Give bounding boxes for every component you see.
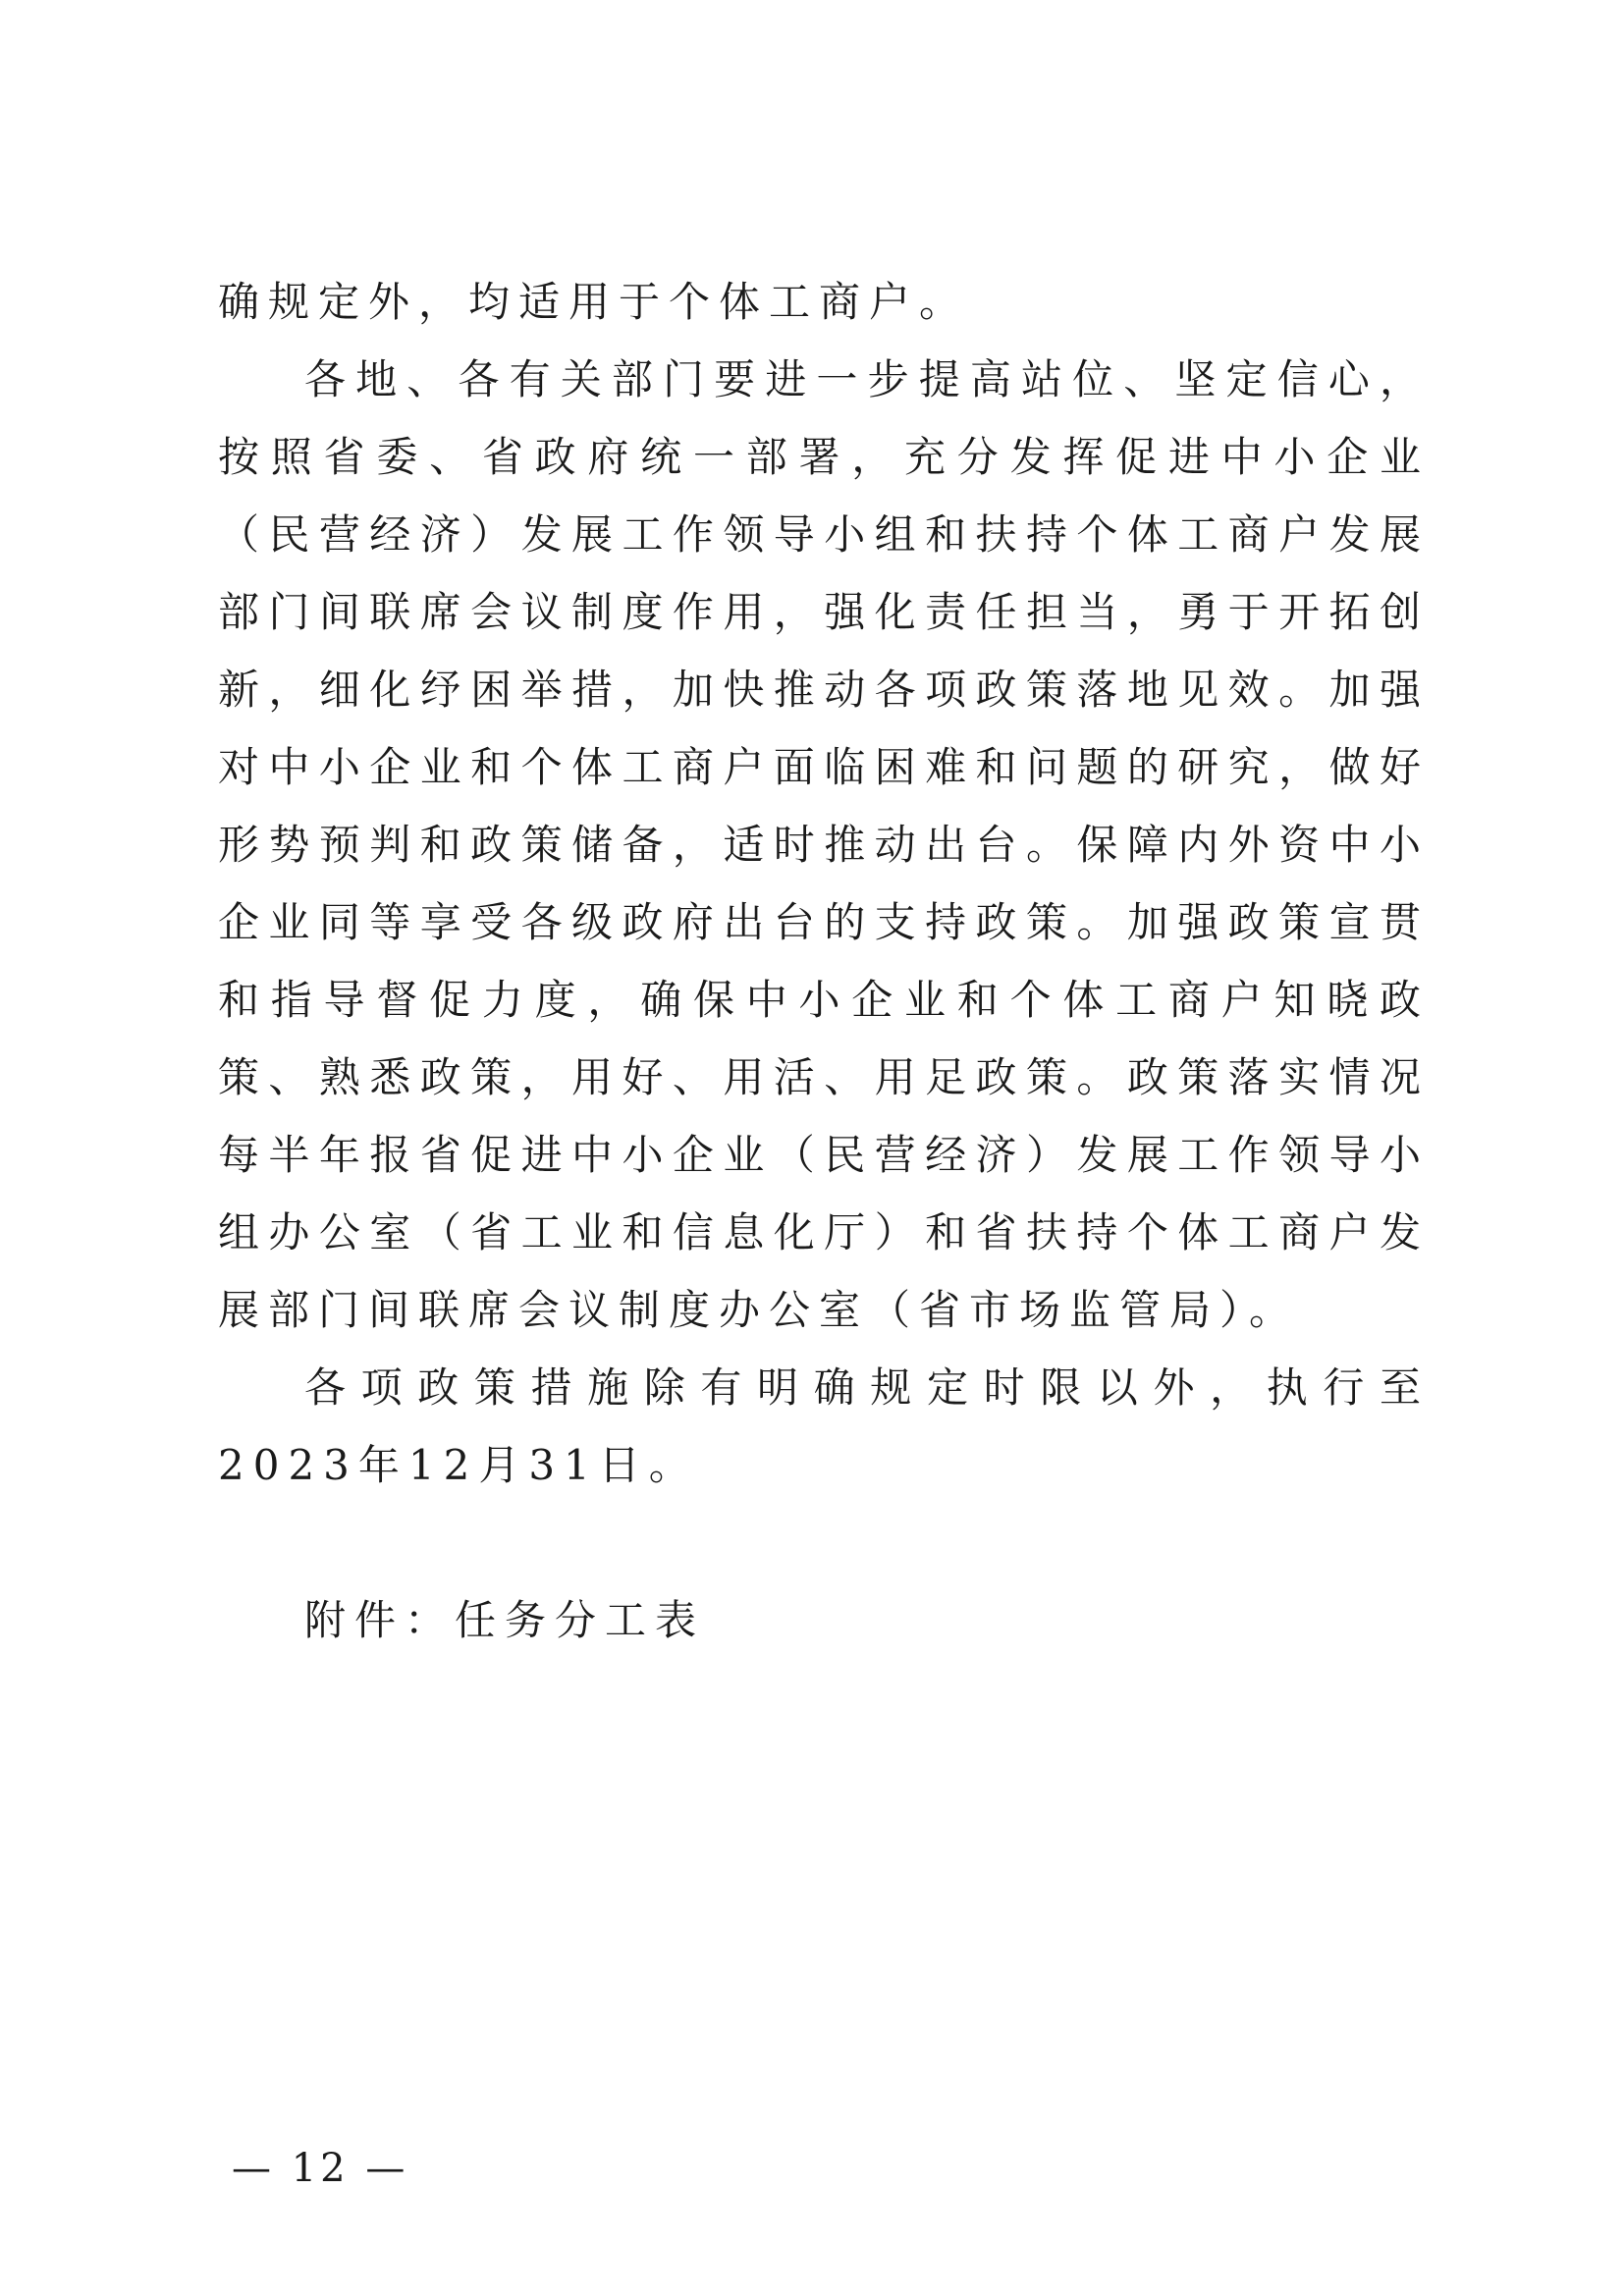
page-number: — 12 — (232, 2146, 409, 2191)
paragraph-implementation: 各地、各有关部门要进一步提高站位、坚定信心，按照省委、省政府统一部署，充分发挥促进中小企业（民营经济）发展工作领导小组和扶持个体工商户发展部门间联席会议制度作用，强化责任担当，勇于开拓创新，细化纾困举措，加快推动各项政策落地见效。加强对中小企业和个体工商户面临困难和问题的研究，做好形势预判和政策储备，适时推动出台。保障内外资中小企业同等享受各级政府出台的支持政策。加强政策宣贯和指导督促力度，确保中小企业和个体工商户知晓政策、熟悉政策，用好、用活、用足政策。政策落实情况每半年报省促进中小企业（民营经济）发展工作领导小组办公室（省工业和信息化厅）和省扶持个体工商户发展部门间联席会议制度办公室（省市场监管局）。 (218, 355, 1430, 1334)
paragraph-continuation: 确规定外，均适用于个体工商户。 (218, 278, 970, 326)
spacer (218, 1504, 1430, 1581)
paragraph-validity-period: 各项政策措施除有明确规定时限以外，执行至2023年12月31日。 (218, 1363, 1430, 1489)
body-text (218, 263, 1430, 1659)
attachment-note: 附件：任务分工表 (304, 1596, 706, 1644)
